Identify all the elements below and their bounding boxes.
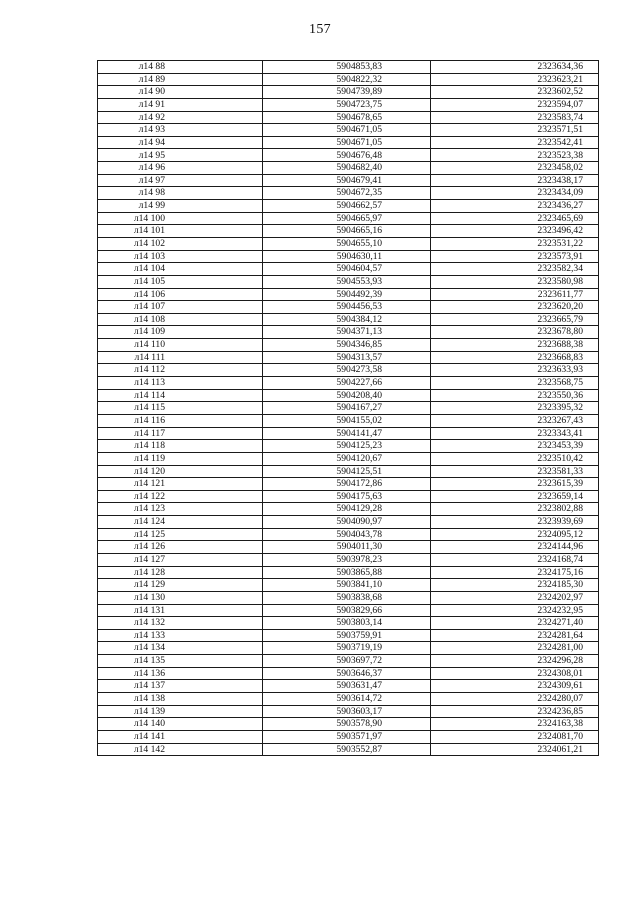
x-coordinate-cell: 5904662,57 bbox=[263, 200, 431, 213]
y-coordinate-cell: 2323634,36 bbox=[431, 61, 599, 74]
y-coordinate-cell: 2323571,51 bbox=[431, 124, 599, 137]
x-coordinate-cell: 5904492,39 bbox=[263, 288, 431, 301]
x-coordinate-cell: 5904630,11 bbox=[263, 250, 431, 263]
table-row bbox=[98, 389, 599, 402]
table-row bbox=[98, 339, 599, 352]
y-coordinate-cell: 2324144,96 bbox=[431, 541, 599, 554]
y-coordinate-cell: 2323523,38 bbox=[431, 149, 599, 162]
y-coordinate-cell: 2324168,74 bbox=[431, 553, 599, 566]
table-row bbox=[98, 465, 599, 478]
y-coordinate-cell: 2323688,38 bbox=[431, 339, 599, 352]
y-coordinate-cell: 2323395,32 bbox=[431, 402, 599, 415]
point-label-cell: л14 142 bbox=[98, 743, 263, 756]
point-label-cell: л14 92 bbox=[98, 111, 263, 124]
point-label-cell: л14 90 bbox=[98, 86, 263, 99]
point-label-cell: л14 120 bbox=[98, 465, 263, 478]
point-label-cell: л14 107 bbox=[98, 301, 263, 314]
y-coordinate-cell: 2323659,14 bbox=[431, 490, 599, 503]
point-label-cell: л14 126 bbox=[98, 541, 263, 554]
x-coordinate-cell: 5904172,86 bbox=[263, 478, 431, 491]
y-coordinate-cell: 2323580,98 bbox=[431, 275, 599, 288]
point-label-cell: л14 89 bbox=[98, 73, 263, 86]
point-label-cell: л14 137 bbox=[98, 680, 263, 693]
table-row bbox=[98, 402, 599, 415]
point-label-cell: л14 103 bbox=[98, 250, 263, 263]
y-coordinate-cell: 2324236,85 bbox=[431, 705, 599, 718]
point-label-cell: л14 105 bbox=[98, 275, 263, 288]
table-row bbox=[98, 667, 599, 680]
point-label-cell: л14 125 bbox=[98, 528, 263, 541]
y-coordinate-cell: 2323542,41 bbox=[431, 136, 599, 149]
y-coordinate-cell: 2323465,69 bbox=[431, 212, 599, 225]
y-coordinate-cell: 2323531,22 bbox=[431, 237, 599, 250]
point-label-cell: л14 118 bbox=[98, 440, 263, 453]
y-coordinate-cell: 2323496,42 bbox=[431, 225, 599, 238]
x-coordinate-cell: 5904604,57 bbox=[263, 263, 431, 276]
table-row bbox=[98, 541, 599, 554]
point-label-cell: л14 128 bbox=[98, 566, 263, 579]
table-row bbox=[98, 124, 599, 137]
x-coordinate-cell: 5904678,65 bbox=[263, 111, 431, 124]
table-row bbox=[98, 604, 599, 617]
point-label-cell: л14 96 bbox=[98, 162, 263, 175]
point-label-cell: л14 109 bbox=[98, 326, 263, 339]
table-row bbox=[98, 478, 599, 491]
x-coordinate-cell: 5903614,72 bbox=[263, 693, 431, 706]
x-coordinate-cell: 5903838,68 bbox=[263, 591, 431, 604]
point-label-cell: л14 95 bbox=[98, 149, 263, 162]
table-row bbox=[98, 680, 599, 693]
x-coordinate-cell: 5903697,72 bbox=[263, 655, 431, 668]
x-coordinate-cell: 5904723,75 bbox=[263, 98, 431, 111]
table-row bbox=[98, 86, 599, 99]
x-coordinate-cell: 5904671,05 bbox=[263, 124, 431, 137]
table-row bbox=[98, 553, 599, 566]
table-row bbox=[98, 743, 599, 756]
table-row bbox=[98, 427, 599, 440]
y-coordinate-cell: 2323436,27 bbox=[431, 200, 599, 213]
x-coordinate-cell: 5904120,67 bbox=[263, 452, 431, 465]
table-row bbox=[98, 705, 599, 718]
table-row bbox=[98, 61, 599, 74]
y-coordinate-cell: 2323510,42 bbox=[431, 452, 599, 465]
x-coordinate-cell: 5904273,58 bbox=[263, 364, 431, 377]
point-label-cell: л14 135 bbox=[98, 655, 263, 668]
table-row bbox=[98, 490, 599, 503]
x-coordinate-cell: 5903603,17 bbox=[263, 705, 431, 718]
x-coordinate-cell: 5903803,14 bbox=[263, 617, 431, 630]
table-row bbox=[98, 528, 599, 541]
table-row bbox=[98, 136, 599, 149]
x-coordinate-cell: 5903631,47 bbox=[263, 680, 431, 693]
x-coordinate-cell: 5904672,35 bbox=[263, 187, 431, 200]
x-coordinate-cell: 5904665,16 bbox=[263, 225, 431, 238]
x-coordinate-cell: 5904090,97 bbox=[263, 516, 431, 529]
table-row bbox=[98, 591, 599, 604]
x-coordinate-cell: 5904175,63 bbox=[263, 490, 431, 503]
y-coordinate-cell: 2324281,00 bbox=[431, 642, 599, 655]
x-coordinate-cell: 5904011,30 bbox=[263, 541, 431, 554]
x-coordinate-cell: 5904141,47 bbox=[263, 427, 431, 440]
point-label-cell: л14 124 bbox=[98, 516, 263, 529]
x-coordinate-cell: 5904227,66 bbox=[263, 377, 431, 390]
table-row bbox=[98, 440, 599, 453]
x-coordinate-cell: 5904682,40 bbox=[263, 162, 431, 175]
table-row bbox=[98, 617, 599, 630]
point-label-cell: л14 117 bbox=[98, 427, 263, 440]
y-coordinate-cell: 2323458,02 bbox=[431, 162, 599, 175]
y-coordinate-cell: 2324308,01 bbox=[431, 667, 599, 680]
point-label-cell: л14 122 bbox=[98, 490, 263, 503]
x-coordinate-cell: 5904167,27 bbox=[263, 402, 431, 415]
table-row bbox=[98, 98, 599, 111]
y-coordinate-cell: 2323583,74 bbox=[431, 111, 599, 124]
point-label-cell: л14 138 bbox=[98, 693, 263, 706]
x-coordinate-cell: 5904679,41 bbox=[263, 174, 431, 187]
y-coordinate-cell: 2324296,28 bbox=[431, 655, 599, 668]
point-label-cell: л14 91 bbox=[98, 98, 263, 111]
point-label-cell: л14 131 bbox=[98, 604, 263, 617]
table-row bbox=[98, 187, 599, 200]
x-coordinate-cell: 5904155,02 bbox=[263, 414, 431, 427]
x-coordinate-cell: 5903865,88 bbox=[263, 566, 431, 579]
x-coordinate-cell: 5903578,90 bbox=[263, 718, 431, 731]
y-coordinate-cell: 2323611,77 bbox=[431, 288, 599, 301]
y-coordinate-cell: 2323550,36 bbox=[431, 389, 599, 402]
table-row bbox=[98, 642, 599, 655]
x-coordinate-cell: 5904553,93 bbox=[263, 275, 431, 288]
point-label-cell: л14 98 bbox=[98, 187, 263, 200]
point-label-cell: л14 141 bbox=[98, 730, 263, 743]
table-row bbox=[98, 655, 599, 668]
x-coordinate-cell: 5904125,51 bbox=[263, 465, 431, 478]
table-row bbox=[98, 313, 599, 326]
x-coordinate-cell: 5903646,37 bbox=[263, 667, 431, 680]
y-coordinate-cell: 2323267,43 bbox=[431, 414, 599, 427]
x-coordinate-cell: 5904853,83 bbox=[263, 61, 431, 74]
y-coordinate-cell: 2323668,83 bbox=[431, 351, 599, 364]
point-label-cell: л14 88 bbox=[98, 61, 263, 74]
x-coordinate-cell: 5903978,23 bbox=[263, 553, 431, 566]
y-coordinate-cell: 2324163,38 bbox=[431, 718, 599, 731]
table-row bbox=[98, 326, 599, 339]
point-label-cell: л14 99 bbox=[98, 200, 263, 213]
table-row bbox=[98, 250, 599, 263]
coordinates-table bbox=[97, 60, 599, 756]
page-number: 157 bbox=[309, 22, 331, 37]
y-coordinate-cell: 2324280,07 bbox=[431, 693, 599, 706]
table-row bbox=[98, 414, 599, 427]
y-coordinate-cell: 2324185,30 bbox=[431, 579, 599, 592]
table-row bbox=[98, 263, 599, 276]
point-label-cell: л14 104 bbox=[98, 263, 263, 276]
y-coordinate-cell: 2324281,64 bbox=[431, 629, 599, 642]
y-coordinate-cell: 2323623,21 bbox=[431, 73, 599, 86]
table-row bbox=[98, 149, 599, 162]
table-row bbox=[98, 579, 599, 592]
point-label-cell: л14 97 bbox=[98, 174, 263, 187]
table-row bbox=[98, 162, 599, 175]
table-row bbox=[98, 364, 599, 377]
x-coordinate-cell: 5904313,57 bbox=[263, 351, 431, 364]
x-coordinate-cell: 5904671,05 bbox=[263, 136, 431, 149]
x-coordinate-cell: 5904125,23 bbox=[263, 440, 431, 453]
y-coordinate-cell: 2324061,21 bbox=[431, 743, 599, 756]
y-coordinate-cell: 2323581,33 bbox=[431, 465, 599, 478]
point-label-cell: л14 114 bbox=[98, 389, 263, 402]
x-coordinate-cell: 5904739,89 bbox=[263, 86, 431, 99]
point-label-cell: л14 136 bbox=[98, 667, 263, 680]
table-row bbox=[98, 377, 599, 390]
point-label-cell: л14 115 bbox=[98, 402, 263, 415]
y-coordinate-cell: 2323573,91 bbox=[431, 250, 599, 263]
table-row bbox=[98, 73, 599, 86]
x-coordinate-cell: 5904129,28 bbox=[263, 503, 431, 516]
y-coordinate-cell: 2323678,80 bbox=[431, 326, 599, 339]
x-coordinate-cell: 5904665,97 bbox=[263, 212, 431, 225]
y-coordinate-cell: 2323343,41 bbox=[431, 427, 599, 440]
x-coordinate-cell: 5904822,32 bbox=[263, 73, 431, 86]
point-label-cell: л14 116 bbox=[98, 414, 263, 427]
table-row bbox=[98, 111, 599, 124]
y-coordinate-cell: 2324271,40 bbox=[431, 617, 599, 630]
table-row bbox=[98, 237, 599, 250]
y-coordinate-cell: 2324175,16 bbox=[431, 566, 599, 579]
table-row bbox=[98, 174, 599, 187]
y-coordinate-cell: 2323582,34 bbox=[431, 263, 599, 276]
table-row bbox=[98, 452, 599, 465]
y-coordinate-cell: 2323438,17 bbox=[431, 174, 599, 187]
x-coordinate-cell: 5903552,87 bbox=[263, 743, 431, 756]
y-coordinate-cell: 2323602,52 bbox=[431, 86, 599, 99]
table-row bbox=[98, 693, 599, 706]
y-coordinate-cell: 2324081,70 bbox=[431, 730, 599, 743]
point-label-cell: л14 102 bbox=[98, 237, 263, 250]
point-label-cell: л14 94 bbox=[98, 136, 263, 149]
point-label-cell: л14 140 bbox=[98, 718, 263, 731]
point-label-cell: л14 129 bbox=[98, 579, 263, 592]
table-row bbox=[98, 730, 599, 743]
table-row bbox=[98, 275, 599, 288]
x-coordinate-cell: 5904371,13 bbox=[263, 326, 431, 339]
point-label-cell: л14 119 bbox=[98, 452, 263, 465]
coordinates-table-body bbox=[98, 61, 599, 756]
x-coordinate-cell: 5904456,53 bbox=[263, 301, 431, 314]
y-coordinate-cell: 2323568,75 bbox=[431, 377, 599, 390]
y-coordinate-cell: 2323939,69 bbox=[431, 516, 599, 529]
point-label-cell: л14 111 bbox=[98, 351, 263, 364]
point-label-cell: л14 121 bbox=[98, 478, 263, 491]
point-label-cell: л14 133 bbox=[98, 629, 263, 642]
point-label-cell: л14 106 bbox=[98, 288, 263, 301]
point-label-cell: л14 130 bbox=[98, 591, 263, 604]
point-label-cell: л14 113 bbox=[98, 377, 263, 390]
point-label-cell: л14 123 bbox=[98, 503, 263, 516]
y-coordinate-cell: 2323434,09 bbox=[431, 187, 599, 200]
y-coordinate-cell: 2323620,20 bbox=[431, 301, 599, 314]
y-coordinate-cell: 2323802,88 bbox=[431, 503, 599, 516]
x-coordinate-cell: 5904655,10 bbox=[263, 237, 431, 250]
x-coordinate-cell: 5903759,91 bbox=[263, 629, 431, 642]
point-label-cell: л14 110 bbox=[98, 339, 263, 352]
table-row bbox=[98, 200, 599, 213]
point-label-cell: л14 100 bbox=[98, 212, 263, 225]
point-label-cell: л14 112 bbox=[98, 364, 263, 377]
point-label-cell: л14 93 bbox=[98, 124, 263, 137]
y-coordinate-cell: 2323453,39 bbox=[431, 440, 599, 453]
point-label-cell: л14 127 bbox=[98, 553, 263, 566]
x-coordinate-cell: 5904208,40 bbox=[263, 389, 431, 402]
table-row bbox=[98, 566, 599, 579]
table-row bbox=[98, 503, 599, 516]
point-label-cell: л14 139 bbox=[98, 705, 263, 718]
x-coordinate-cell: 5904676,48 bbox=[263, 149, 431, 162]
x-coordinate-cell: 5903719,19 bbox=[263, 642, 431, 655]
table-row bbox=[98, 516, 599, 529]
table-row bbox=[98, 212, 599, 225]
table-row bbox=[98, 225, 599, 238]
x-coordinate-cell: 5904043,78 bbox=[263, 528, 431, 541]
table-row bbox=[98, 351, 599, 364]
point-label-cell: л14 134 bbox=[98, 642, 263, 655]
y-coordinate-cell: 2324309,61 bbox=[431, 680, 599, 693]
y-coordinate-cell: 2323665,79 bbox=[431, 313, 599, 326]
y-coordinate-cell: 2323615,39 bbox=[431, 478, 599, 491]
x-coordinate-cell: 5903829,66 bbox=[263, 604, 431, 617]
point-label-cell: л14 101 bbox=[98, 225, 263, 238]
y-coordinate-cell: 2323594,07 bbox=[431, 98, 599, 111]
table-row bbox=[98, 718, 599, 731]
y-coordinate-cell: 2324232,95 bbox=[431, 604, 599, 617]
x-coordinate-cell: 5904384,12 bbox=[263, 313, 431, 326]
x-coordinate-cell: 5903571,97 bbox=[263, 730, 431, 743]
y-coordinate-cell: 2324202,97 bbox=[431, 591, 599, 604]
table-row bbox=[98, 629, 599, 642]
y-coordinate-cell: 2323633,93 bbox=[431, 364, 599, 377]
table-row bbox=[98, 288, 599, 301]
point-label-cell: л14 108 bbox=[98, 313, 263, 326]
table-row bbox=[98, 301, 599, 314]
point-label-cell: л14 132 bbox=[98, 617, 263, 630]
x-coordinate-cell: 5904346,85 bbox=[263, 339, 431, 352]
x-coordinate-cell: 5903841,10 bbox=[263, 579, 431, 592]
y-coordinate-cell: 2324095,12 bbox=[431, 528, 599, 541]
